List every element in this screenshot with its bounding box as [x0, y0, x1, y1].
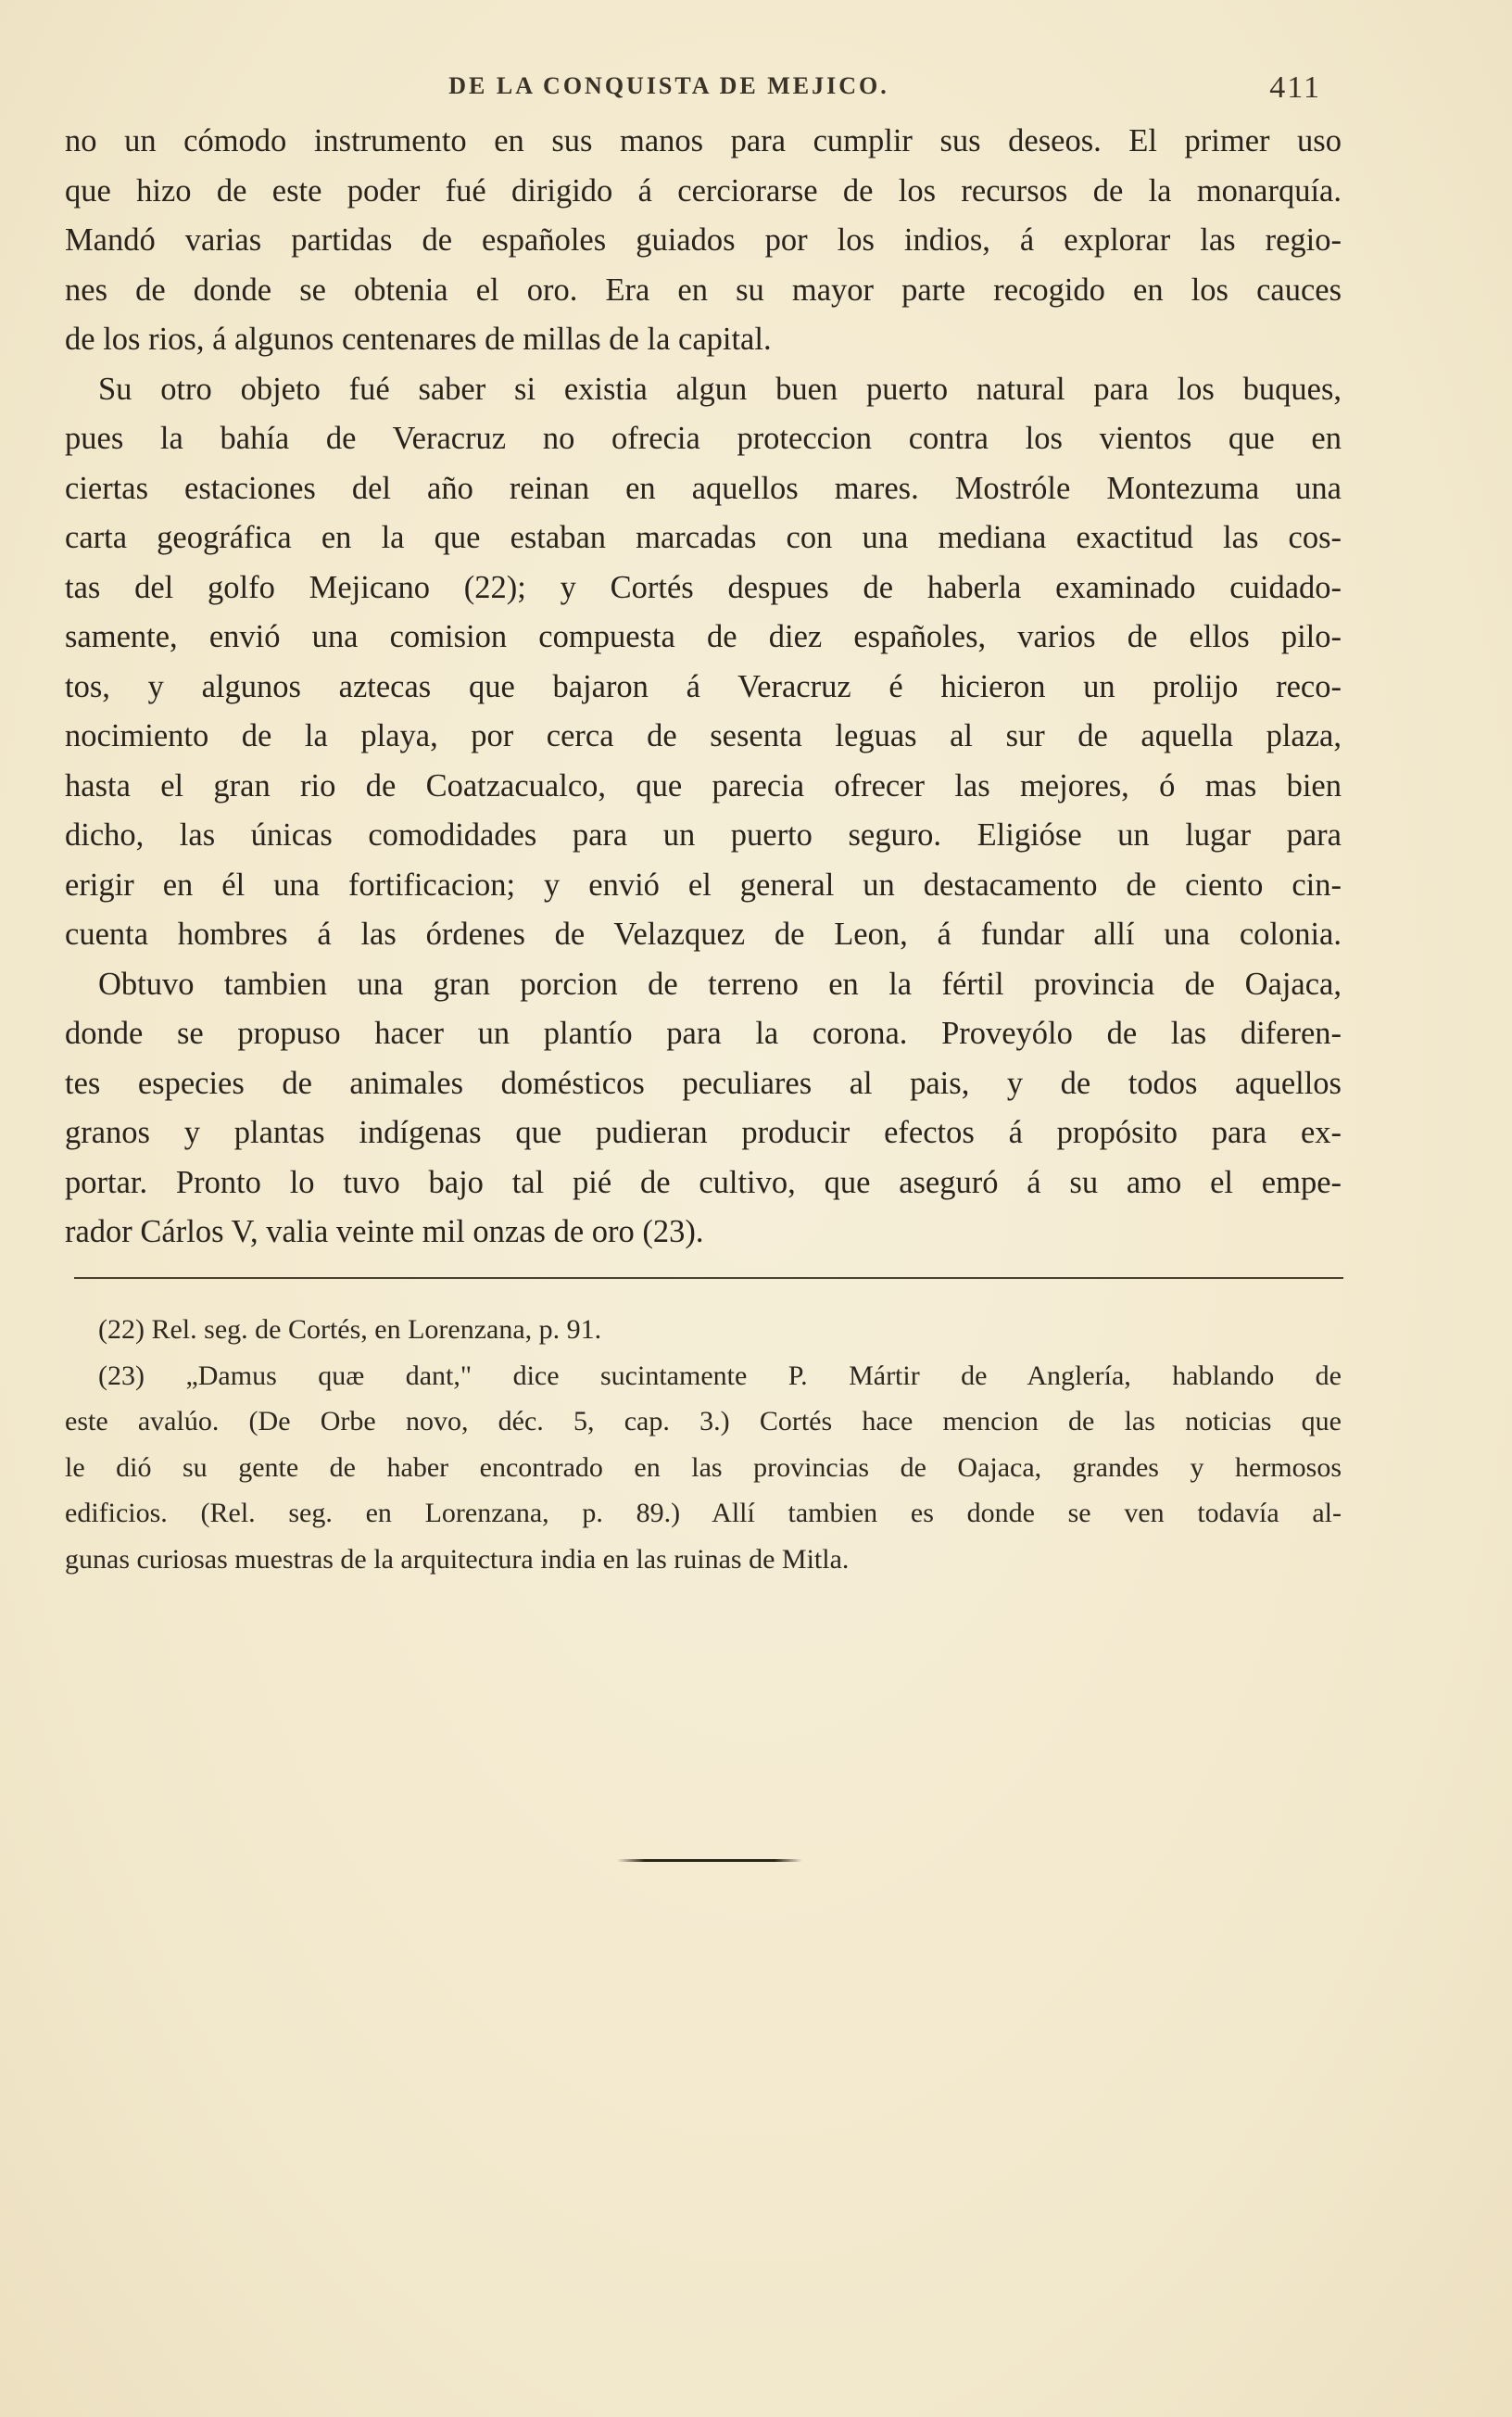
- end-ornament-rule: [617, 1859, 802, 1862]
- text-line: Mandó varias partidas de españoles guiados por los indios, á explorar las regio-: [65, 222, 1342, 258]
- text-line: samente, envió una comision compuesta de diez españoles, varios de ellos pilo-: [65, 619, 1342, 654]
- footnote-line: edificios. (Rel. seg. en Lorenzana, p. 89.) Allí tambien es donde se ven todavía al-: [65, 1498, 1342, 1528]
- text-line: hasta el gran rio de Coatzacualco, que parecia ofrecer las mejores, ó mas bien: [65, 767, 1342, 804]
- text-line: tas del golfo Mejicano (22); y Cortés despues de haberla examinado cuidado-: [65, 569, 1342, 605]
- text-line: dicho, las únicas comodidades para un puerto seguro. Eligióse un lugar para: [65, 817, 1342, 853]
- footnotes: [65, 1307, 1342, 1582]
- text-line: carta geográfica en la que estaban marcadas con una mediana exactitud las cos-: [65, 520, 1342, 555]
- footnote-line: le dió su gente de haber encontrado en las provincias de Oajaca, grandes y hermosos: [65, 1451, 1342, 1483]
- text-line: tes especies de animales domésticos peculiares al pais, y de todos aquellos: [65, 1065, 1342, 1101]
- text-line: de los rios, á algunos centenares de millas de la capital.: [65, 322, 772, 357]
- text-line: cuenta hombres á las órdenes de Velazquez de Leon, á fundar allí una colonia.: [65, 917, 1342, 952]
- text-line: erigir en él una fortificacion; y envió el general un destacamento de ciento cin-: [65, 867, 1342, 903]
- text-line: donde se propuso hacer un plantío para la corona. Proveyólo de las diferen-: [65, 1016, 1342, 1051]
- text-line: Obtuvo tambien una gran porcion de terreno en la fértil provincia de Oajaca,: [98, 966, 1342, 1002]
- text-line: que hizo de este poder fué dirigido á cerciorarse de los recursos de la monarquía.: [65, 172, 1342, 209]
- text-line: pues la bahía de Veracruz no ofrecia proteccion contra los vientos que en: [65, 421, 1342, 456]
- footnote-line: gunas curiosas muestras de la arquitectura india en las ruinas de Mitla.: [65, 1543, 850, 1575]
- text-line: nocimiento de la playa, por cerca de sesenta leguas al sur de aquella plaza,: [65, 718, 1342, 753]
- text-line: tos, y algunos aztecas que bajaron á Veracruz é hicieron un prolijo reco-: [65, 668, 1342, 704]
- footnote-line: (23) „Damus quæ dant," dice sucintamente P. Mártir de Anglería, hablando de: [98, 1360, 1342, 1391]
- running-title: DE LA CONQUISTA DE MEJICO.: [448, 72, 889, 99]
- body-text: [65, 117, 1342, 1258]
- page-number: 411: [1269, 70, 1321, 105]
- running-head: [63, 72, 1330, 119]
- text-line: no un cómodo instrumento en sus manos para cumplir sus deseos. El primer uso: [65, 123, 1342, 158]
- text-line: portar. Pronto lo tuvo bajo tal pié de cultivo, que aseguró á su amo el empe-: [65, 1164, 1342, 1200]
- text-line: granos y plantas indígenas que pudieran producir efectos á propósito para ex-: [65, 1115, 1342, 1150]
- text-line: rador Cárlos V, valia veinte mil onzas de oro (23).: [65, 1214, 704, 1249]
- footnote-divider: [74, 1277, 1343, 1279]
- footnote-line: (22) Rel. seg. de Cortés, en Lorenzana, p. 91.: [98, 1314, 602, 1345]
- text-line: ciertas estaciones del año reinan en aquellos mares. Mostróle Montezuma una: [65, 470, 1342, 506]
- text-line: Su otro objeto fué saber si existia algun buen puerto natural para los buques,: [98, 371, 1342, 407]
- text-line: nes de donde se obtenia el oro. Era en su mayor parte recogido en los cauces: [65, 272, 1342, 308]
- footnote-line: este avalúo. (De Orbe novo, déc. 5, cap. 3.) Cortés hace mencion de las noticias que: [65, 1406, 1342, 1436]
